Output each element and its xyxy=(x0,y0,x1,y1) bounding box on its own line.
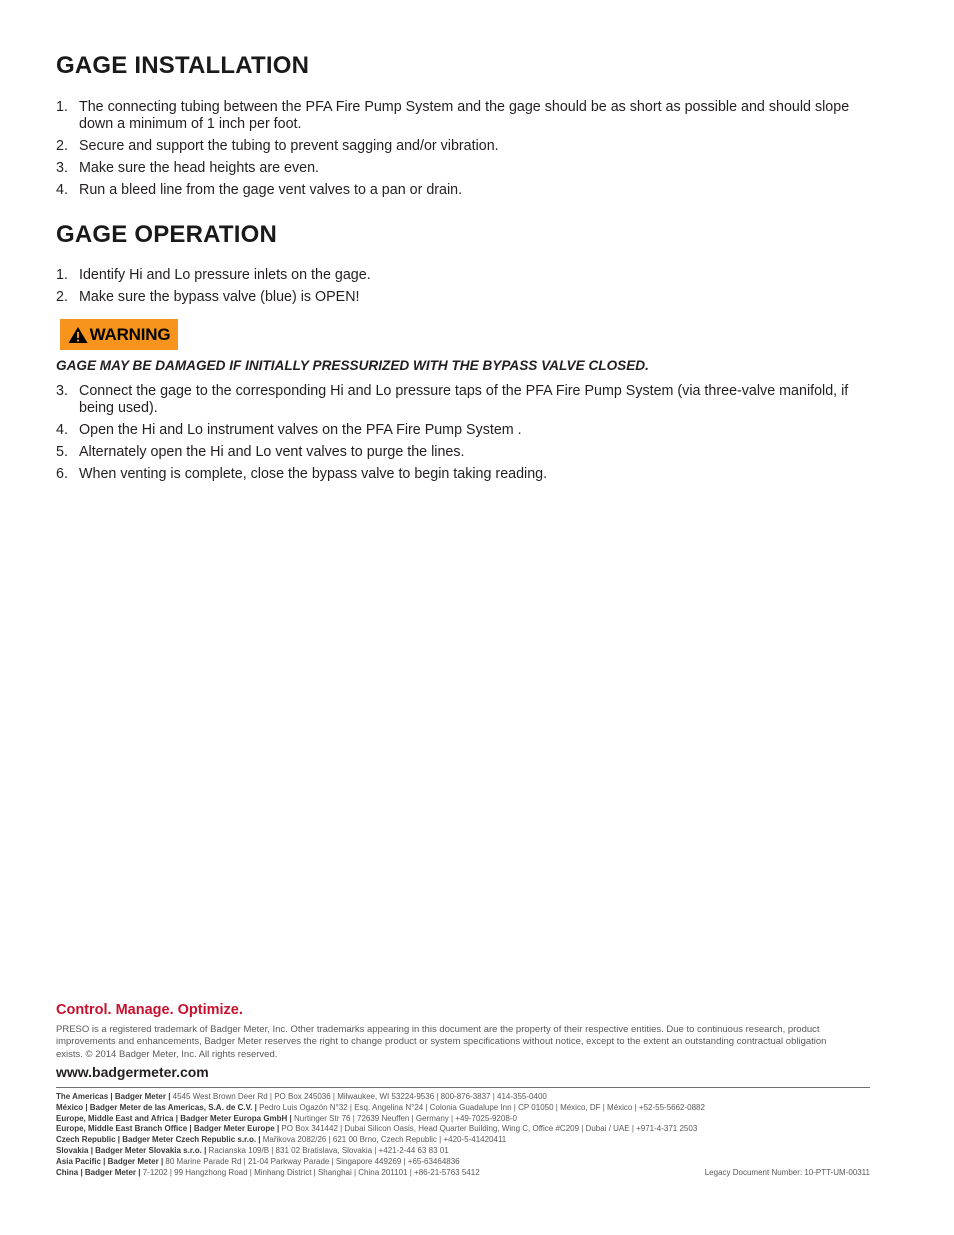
office-row xyxy=(56,1168,870,1179)
list-item xyxy=(56,160,870,177)
step-number: 4. xyxy=(56,182,68,198)
list-item xyxy=(56,383,870,417)
step-number: 3. xyxy=(56,160,68,176)
operation-steps-before xyxy=(56,267,870,311)
office-region: China | Badger Meter | xyxy=(56,1167,141,1177)
office-detail: Nurtinger Str 76 | 72639 Neuffen | Germany | +49-7025-9208-0 xyxy=(291,1113,517,1123)
office-region: México | Badger Meter de las Americas, S.A. de C.V. | xyxy=(56,1102,257,1112)
office-region: The Americas | Badger Meter | xyxy=(56,1092,171,1101)
warning-text: GAGE MAY BE DAMAGED IF INITIALLY PRESSURIZED WITH THE BYPASS VALVE CLOSED. xyxy=(56,358,649,373)
office-detail: 7-1202 | 99 Hangzhong Road | Minhang District | Shanghai | China 201101 | +86-21-5763 5412 xyxy=(140,1167,480,1177)
office-detail: Racianska 109/B | 831 02 Bratislava, Slovakia | +421-2-44 63 83 01 xyxy=(206,1145,449,1155)
office-list xyxy=(56,1092,870,1178)
list-item xyxy=(56,138,870,155)
step-number: 2. xyxy=(56,289,68,305)
warning-triangle-icon xyxy=(68,326,88,344)
step-number: 5. xyxy=(56,444,68,460)
step-number: 6. xyxy=(56,466,68,482)
warning-badge xyxy=(60,319,178,350)
list-item xyxy=(56,466,870,483)
step-number: 4. xyxy=(56,422,68,438)
office-region: Czech Republic | Badger Meter Czech Republic s.r.o. | xyxy=(56,1135,261,1145)
step-text: Make sure the bypass valve (blue) is OPEN! xyxy=(79,289,360,305)
office-row xyxy=(56,1135,870,1146)
office-row xyxy=(56,1157,870,1168)
step-text: Identify Hi and Lo pressure inlets on the gage. xyxy=(79,267,371,283)
warning-label: WARNING xyxy=(89,324,171,344)
installation-title: GAGE INSTALLATION xyxy=(56,52,310,79)
list-item xyxy=(56,267,870,284)
step-number: 1. xyxy=(56,99,68,115)
list-item xyxy=(56,182,870,199)
office-row xyxy=(56,1146,870,1157)
step-text: Connect the gage to the corresponding Hi and Lo pressure taps of the PFA Fire Pump System (via three-valve manifold, if being used). xyxy=(79,383,849,416)
website-link[interactable]: www.badgermeter.com xyxy=(56,1064,209,1080)
step-text: Alternately open the Hi and Lo vent valves to purge the lines. xyxy=(79,444,465,460)
office-region: Europe, Middle East Branch Office | Badger Meter Europe | xyxy=(56,1124,280,1134)
step-number: 2. xyxy=(56,138,68,154)
list-item xyxy=(56,444,870,461)
office-row xyxy=(56,1103,870,1114)
tagline: Control. Manage. Optimize. xyxy=(56,1002,243,1018)
list-item xyxy=(56,99,870,133)
office-detail: PO Box 341442 | Dubai Silicon Oasis, Head Quarter Building, Wing C, Office #C209 | Dubai / UAE | +971-4-371 2503 xyxy=(279,1124,698,1134)
step-text: Make sure the head heights are even. xyxy=(79,160,320,176)
step-text: Open the Hi and Lo instrument valves on the PFA Fire Pump System . xyxy=(79,422,522,438)
step-number: 1. xyxy=(56,267,68,283)
installation-steps xyxy=(56,99,870,204)
operation-title: GAGE OPERATION xyxy=(56,221,278,248)
office-detail: Mařikova 2082/26 | 621 00 Brno, Czech Republic | +420-5-41420411 xyxy=(260,1135,507,1145)
office-detail: 4545 West Brown Deer Rd | PO Box 245036 | Milwaukee, WI 53224-9536 | 800-876-3837 | 414-355-0400 xyxy=(170,1092,547,1101)
legacy-document-number: Legacy Document Number: 10-PTT-UM-00311 xyxy=(704,1167,870,1177)
step-text: When venting is complete, close the bypass valve to begin taking reading. xyxy=(79,466,548,482)
office-region: Asia Pacific | Badger Meter | xyxy=(56,1156,164,1166)
office-detail: Pedro Luis Ogazón N°32 | Esq. Angelina N°24 | Colonia Guadalupe Inn | CP 01050 | México, DF | México | +52-55-5662-0882 xyxy=(256,1102,705,1112)
step-text: The connecting tubing between the PFA Fire Pump System and the gage should be as short as possible and should slope down a minimum of 1 inch per foot. xyxy=(79,99,850,132)
operation-steps-after xyxy=(56,383,870,488)
step-number: 3. xyxy=(56,383,68,399)
step-text: Run a bleed line from the gage vent valves to a pan or drain. xyxy=(79,182,463,198)
step-text: Secure and support the tubing to prevent sagging and/or vibration. xyxy=(79,138,499,154)
office-row xyxy=(56,1124,870,1135)
list-item xyxy=(56,289,870,306)
footer-divider xyxy=(56,1087,870,1088)
office-region: Europe, Middle East and Africa | Badger Meter Europa GmbH | xyxy=(56,1113,292,1123)
office-row xyxy=(56,1114,870,1125)
office-detail: 80 Marine Parade Rd | 21-04 Parkway Parade | Singapore 449269 | +65-63464836 xyxy=(163,1156,460,1166)
legal-notice: PRESO is a registered trademark of Badger Meter, Inc. Other trademarks appearing in this document are the property of their respective entities. Due to continuous research, product improvements and enhancements, Badger Meter reserves the right to change product or system specifications without notice, except to the extent an outstanding contractual obligation exists. © 2014 Badger Meter, Inc. All rights reserved. xyxy=(56,1024,827,1060)
office-row xyxy=(56,1092,870,1103)
office-region: Slovakia | Badger Meter Slovakia s.r.o. | xyxy=(56,1145,207,1155)
list-item xyxy=(56,422,870,439)
